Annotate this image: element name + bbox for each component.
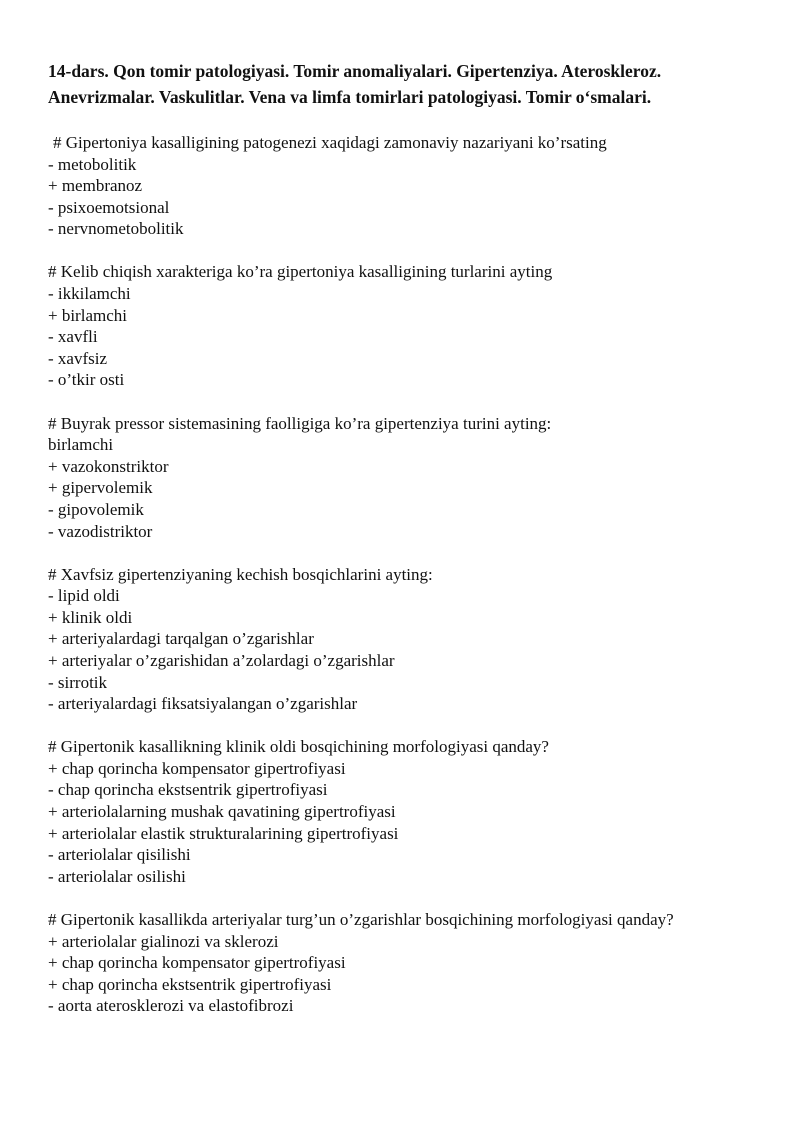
answer-option: - metobolitik [48, 154, 137, 174]
title-line: 14-dars. Qon tomir patologiyasi. Tomir anomaliyalari. Gipertenziya. Ateroskleroz. [48, 61, 662, 81]
question-block [48, 736, 740, 887]
question-block [48, 413, 740, 543]
answer-option: + birlamchi [48, 305, 127, 325]
answer-option: + arteriolalar elastik strukturalarining gipertrofiyasi [48, 823, 399, 843]
question-text: # Gipertonik kasallikning klinik oldi bosqichining morfologiyasi qanday? [48, 737, 549, 757]
answer-option: - lipid oldi [48, 586, 120, 606]
answer-option: + chap qorincha kompensator gipertrofiyasi [48, 953, 346, 973]
answer-option: - arteriyalardagi fiksatsiyalangan o’zgarishlar [48, 694, 358, 714]
answer-option: + chap qorincha kompensator gipertrofiyasi [48, 758, 346, 778]
answer-option: - vazodistriktor [48, 521, 153, 541]
answer-option: - xavfli [48, 327, 98, 347]
answer-option: - gipovolemik [48, 499, 144, 519]
answer-option: + arteriolalar gialinozi va sklerozi [48, 931, 279, 951]
question-text: # Gipertoniya kasalligining patogenezi xaqidagi zamonaviy nazariyani ko’rsating [53, 133, 607, 152]
answer-option: + chap qorincha ekstsentrik gipertrofiyasi [48, 974, 332, 994]
answer-option: + gipervolemik [48, 478, 153, 498]
answer-option: - aorta aterosklerozi va elastofibrozi [48, 996, 294, 1016]
answer-option: - ikkilamchi [48, 284, 131, 304]
answer-option: birlamchi [48, 435, 114, 455]
answer-option: + arteriolalarning mushak qavatining gipertrofiyasi [48, 802, 396, 822]
answer-option: - arteriolalar qisilishi [48, 845, 191, 865]
question-text: # Xavfsiz gipertenziyaning kechish bosqichlarini ayting: [48, 564, 433, 584]
answer-option: - sirrotik [48, 672, 108, 692]
question-text: # Gipertonik kasallikda arteriyalar turg’un o’zgarishlar bosqichining morfologiyasi qanday? [48, 909, 674, 929]
answer-option: - o’tkir osti [48, 370, 125, 390]
answer-option: - chap qorincha ekstsentrik gipertrofiyasi [48, 780, 328, 800]
question-text: # Buyrak pressor sistemasining faolligiga ko’ra gipertenziya turini ayting: [48, 413, 552, 433]
document-title [48, 58, 740, 110]
answer-option: + arteriyalar o’zgarishidan a’zolardagi o’zgarishlar [48, 650, 395, 670]
question-block [48, 564, 740, 715]
title-line: Anevrizmalar. Vaskulitlar. Vena va limfa tomirlari patologiyasi. Tomir o‘smalari. [48, 87, 652, 107]
question-block [48, 132, 740, 240]
answer-option: - psixoemotsional [48, 197, 170, 217]
answer-option: - nervnometobolitik [48, 219, 184, 239]
answer-option: - arteriolalar osilishi [48, 866, 186, 886]
answer-option: + klinik oldi [48, 607, 133, 627]
question-block [48, 909, 740, 1017]
answer-option: - xavfsiz [48, 348, 108, 368]
answer-option: + arteriyalardagi tarqalgan o’zgarishlar [48, 629, 314, 649]
question-block [48, 261, 740, 391]
question-text: # Kelib chiqish xarakteriga ko’ra gipertoniya kasalligining turlarini ayting [48, 262, 553, 282]
answer-option: + vazokonstriktor [48, 456, 169, 476]
answer-option: + membranoz [48, 176, 143, 196]
